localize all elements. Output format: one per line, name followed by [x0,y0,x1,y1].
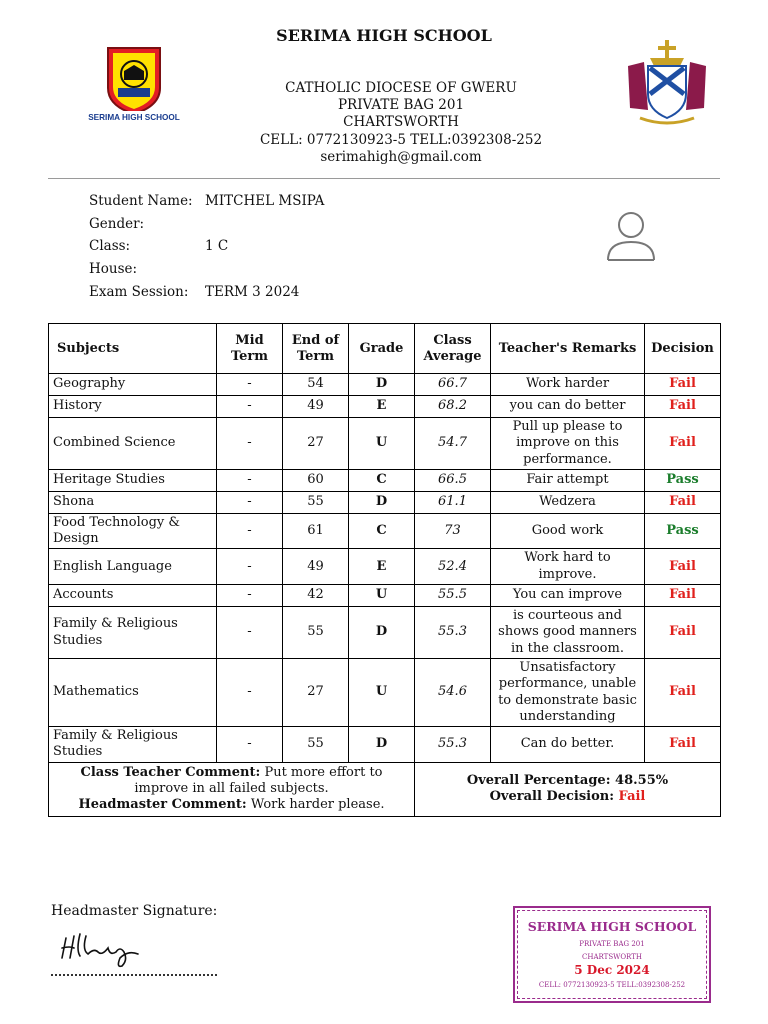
decision-cell: Fail [645,727,721,763]
student-info [89,190,324,304]
grade-cell: E [349,396,415,418]
results-table [48,323,721,817]
mid-term-cell: - [217,585,283,607]
table-row [49,469,721,491]
decision-cell: Fail [645,607,721,659]
class-average-cell: 66.7 [415,374,491,396]
grade-cell: C [349,469,415,491]
table-row [49,549,721,585]
header-teachers-remarks: Teacher's Remarks [491,324,645,374]
remark-cell: Good work [491,513,645,549]
school-crest-icon [88,44,180,126]
house-label: House: [89,261,138,278]
class-value: 1 C [205,238,229,255]
class-average-cell: 73 [415,513,491,549]
address-line: CATHOLIC DIOCESE OF GWERU [285,80,517,96]
overall-decision: Fail [618,789,646,805]
class-teacher-label: Class Teacher Comment: [80,764,261,780]
class-average-cell: 52.4 [415,549,491,585]
class-teacher-comment: Put more effort to improve in all failed subjects. [134,764,383,797]
stamp-line: CHARTSWORTH [582,953,642,961]
end-of-term-cell: 61 [283,513,349,549]
remark-cell: Work hard to improve. [491,549,645,585]
end-of-term-cell: 55 [283,727,349,763]
decision-cell: Fail [645,396,721,418]
decision-cell: Fail [645,374,721,396]
subject-cell: English Language [49,549,217,585]
stamp-inner [517,910,707,999]
class-average-cell: 54.7 [415,418,491,470]
end-of-term-cell: 55 [283,491,349,513]
stamp-school-name: SERIMA HIGH SCHOOL [527,919,697,934]
class-average-cell: 55.3 [415,607,491,659]
headmaster-comment: Work harder please. [250,797,385,813]
gender-label: Gender: [89,215,145,232]
school-address [216,80,586,166]
header-class-average: Class Average [415,324,491,374]
table-row [49,585,721,607]
mid-term-cell: - [217,513,283,549]
grade-cell: D [349,491,415,513]
remark-cell: Pull up please to improve on this performance. [491,418,645,470]
session-value: TERM 3 2024 [205,283,300,300]
overall-percentage: 48.55% [615,772,669,788]
header-grade: Grade [349,324,415,374]
class-average-cell: 61.1 [415,491,491,513]
subject-cell: Family & Religious Studies [49,727,217,763]
decision-cell: Pass [645,469,721,491]
school-title: SERIMA HIGH SCHOOL [276,26,492,45]
end-of-term-cell: 55 [283,607,349,659]
mid-term-cell: - [217,658,283,726]
address-line: CELL: 0772130923-5 TELL:0392308-252 [259,131,543,148]
school-stamp [513,906,711,1003]
end-of-term-cell: 54 [283,374,349,396]
mid-term-cell: - [217,469,283,491]
subject-cell: Accounts [49,585,217,607]
end-of-term-cell: 27 [283,658,349,726]
comments-cell [49,762,415,816]
table-row [49,658,721,726]
signature-line [51,974,217,976]
student-name: MITCHEL MSIPA [205,193,325,209]
grade-cell: U [349,585,415,607]
end-of-term-cell: 49 [283,396,349,418]
student-name-row [89,190,324,213]
address-line: PRIVATE BAG 201 [337,97,465,114]
decision-cell: Pass [645,513,721,549]
remark-cell: you can do better [491,396,645,418]
class-average-cell: 54.6 [415,658,491,726]
header-mid-term: Mid Term [217,324,283,374]
header-end-of-term: End of Term [283,324,349,374]
grade-cell: U [349,418,415,470]
session-label: Exam Session: [89,283,189,300]
table-row [49,374,721,396]
grade-cell: D [349,374,415,396]
house-row [89,258,324,281]
subject-cell: Geography [49,374,217,396]
end-of-term-cell: 27 [283,418,349,470]
class-row [89,235,324,258]
remark-cell: is courteous and shows good manners in the classroom. [491,607,645,659]
header-decision: Decision [645,324,721,374]
subject-cell: Shona [49,491,217,513]
end-of-term-cell: 60 [283,469,349,491]
email-address: serimahigh@gmail.com [320,148,482,165]
handwritten-signature-icon [58,930,158,970]
subject-cell: Food Technology & Design [49,513,217,549]
diocese-crest-icon [620,38,714,130]
end-of-term-cell: 49 [283,549,349,585]
class-average-cell: 55.3 [415,727,491,763]
remark-cell: Can do better. [491,727,645,763]
subject-cell: Combined Science [49,418,217,470]
remark-cell: Wedzera [491,491,645,513]
table-row [49,491,721,513]
signature-label: Headmaster Signature: [51,903,218,919]
table-row [49,727,721,763]
gender-row [89,213,324,236]
remark-cell: You can improve [491,585,645,607]
class-average-cell: 68.2 [415,396,491,418]
overall-decision-label: Overall Decision: [489,789,615,805]
subject-cell: Heritage Studies [49,469,217,491]
subject-cell: History [49,396,217,418]
class-average-cell: 55.5 [415,585,491,607]
mid-term-cell: - [217,418,283,470]
subject-cell: Mathematics [49,658,217,726]
header-subjects: Subjects [49,324,217,374]
mid-term-cell: - [217,549,283,585]
logo-left-text: SERIMA HIGH SCHOOL [88,113,180,122]
end-of-term-cell: 42 [283,585,349,607]
stamp-line: PRIVATE BAG 201 [579,940,645,948]
stamp-date: 5 Dec 2024 [574,963,650,977]
class-average-cell: 66.5 [415,469,491,491]
remark-cell: Fair attempt [491,469,645,491]
subject-cell: Family & Religious Studies [49,607,217,659]
class-label: Class: [89,238,131,255]
session-row [89,281,324,304]
decision-cell: Fail [645,491,721,513]
stamp-contact: CELL: 0772130923-5 TELL:0392308-252 [538,981,686,989]
decision-cell: Fail [645,585,721,607]
decision-cell: Fail [645,549,721,585]
overall-percentage-label: Overall Percentage: [466,772,611,788]
table-row [49,396,721,418]
mid-term-cell: - [217,374,283,396]
headmaster-comment-label: Headmaster Comment: [78,797,247,813]
grade-cell: U [349,658,415,726]
mid-term-cell: - [217,491,283,513]
student-name-label: Student Name: [89,193,193,209]
mid-term-cell: - [217,727,283,763]
table-header-row [49,324,721,374]
mid-term-cell: - [217,607,283,659]
address-line: CHARTSWORTH [343,114,459,131]
user-avatar-icon [604,208,658,264]
grade-cell: E [349,549,415,585]
overall-cell [415,762,721,816]
table-row [49,607,721,659]
decision-cell: Fail [645,418,721,470]
grade-cell: D [349,727,415,763]
decision-cell: Fail [645,658,721,726]
remark-cell: Work harder [491,374,645,396]
comments-row [49,762,721,816]
mid-term-cell: - [217,396,283,418]
remark-cell: Unsatisfactory performance, unable to demonstrate basic understanding [491,658,645,726]
table-row [49,418,721,470]
grade-cell: C [349,513,415,549]
grade-cell: D [349,607,415,659]
header-divider [48,178,720,179]
table-row [49,513,721,549]
